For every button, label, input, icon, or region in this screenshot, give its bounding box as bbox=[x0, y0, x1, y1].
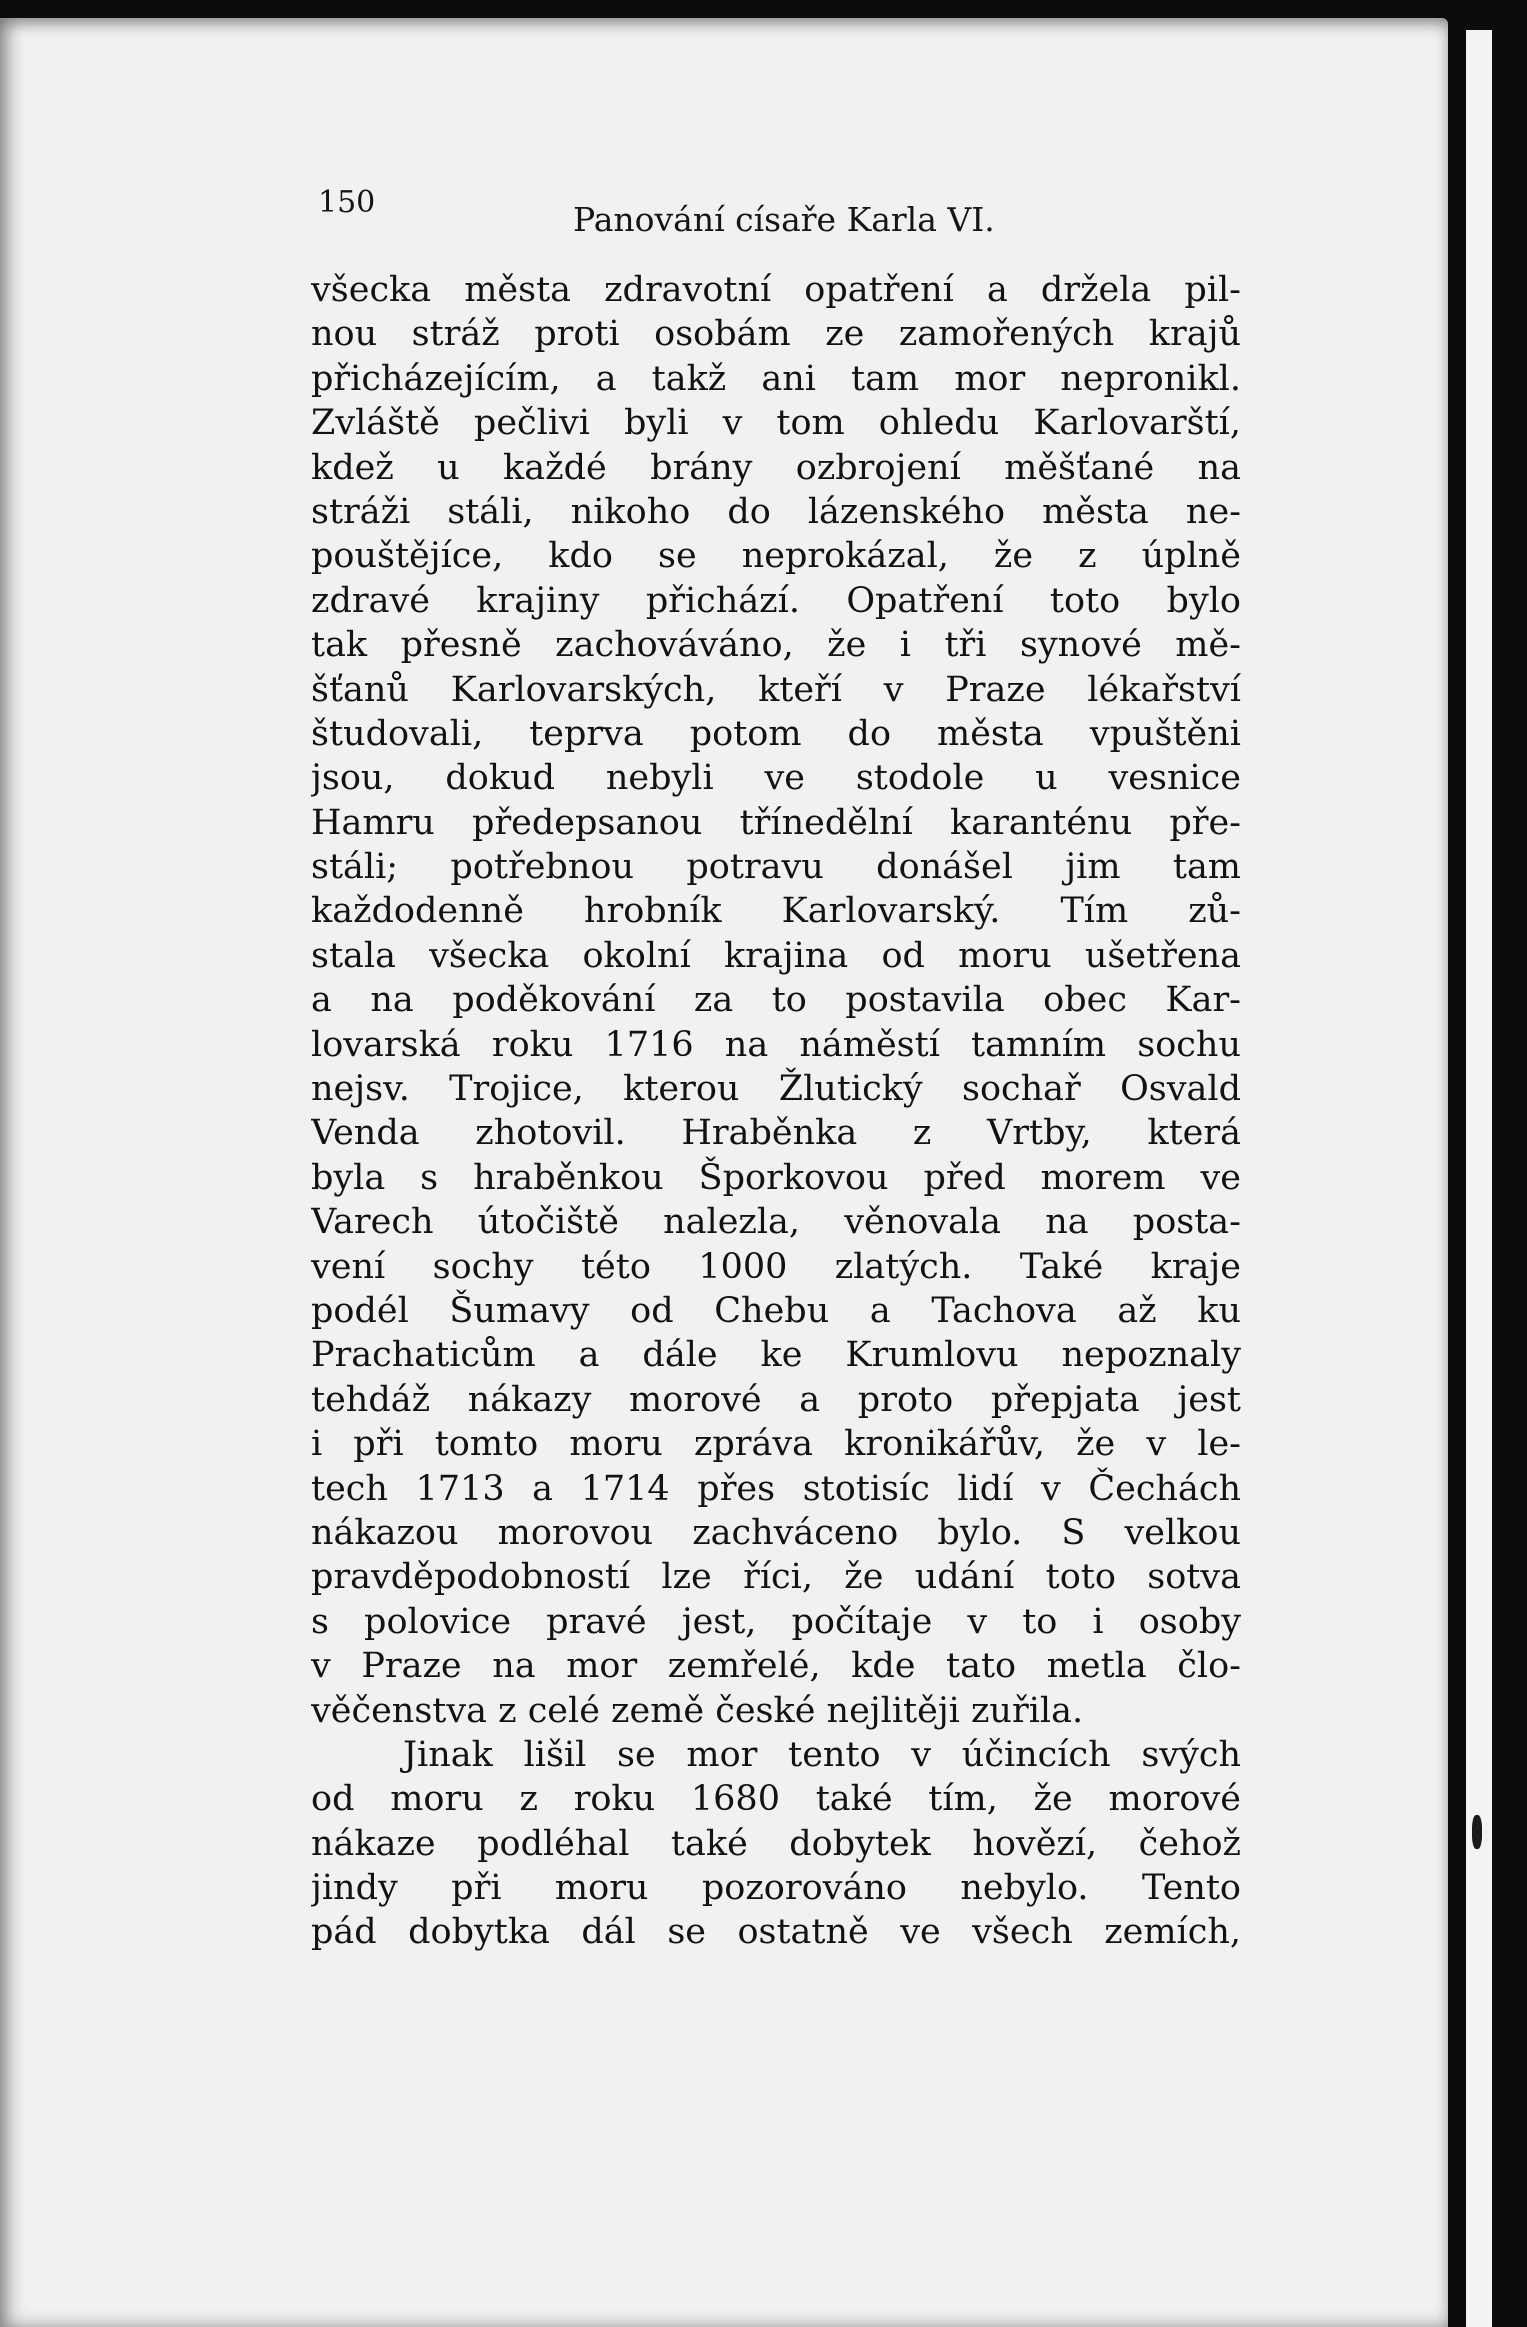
text-line: pouštějíce, kdo se neprokázal, že z úplně bbox=[311, 536, 1241, 577]
edge-mark bbox=[1472, 1815, 1482, 1849]
text-line: Jinak lišil se mor tento v účincích svých bbox=[403, 1734, 1241, 1775]
text-line: stráži stáli, nikoho do lázenského města ne- bbox=[311, 491, 1241, 532]
page-header bbox=[318, 185, 1248, 245]
text-line: nákazou morovou zachváceno bylo. S velkou bbox=[311, 1512, 1241, 1553]
text-line: pád dobytka dál se ostatně ve všech zemích, bbox=[311, 1912, 1241, 1953]
text-line: pravděpodobností lze říci, že udání toto sotva bbox=[311, 1557, 1241, 1598]
text-line: stáli; potřebnou potravu donášel jim tam bbox=[311, 847, 1241, 888]
text-line: i při tomto moru zpráva kronikářův, že v le- bbox=[311, 1424, 1241, 1465]
text-line: tak přesně zachováváno, že i tři synové mě- bbox=[311, 625, 1241, 666]
text-line: Hamru předepsanou třínedělní karanténu pře- bbox=[311, 802, 1241, 843]
text-line: od moru z roku 1680 také tím, že morové bbox=[311, 1779, 1241, 1820]
text-line: s polovice pravé jest, počítaje v to i osoby bbox=[311, 1601, 1241, 1642]
text-line: tech 1713 a 1714 přes stotisíc lidí v Čechách bbox=[311, 1468, 1241, 1509]
text-line: jsou, dokud nebyli ve stodole u vesnice bbox=[311, 758, 1241, 799]
body-text bbox=[311, 268, 1241, 1955]
text-line: kdež u každé brány ozbrojení měšťané na bbox=[311, 447, 1241, 488]
adjacent-page-edge bbox=[1466, 30, 1492, 2327]
text-line: Prachaticům a dále ke Krumlovu nepoznaly bbox=[311, 1335, 1241, 1376]
text-line: Zvláště pečlivi byli v tom ohledu Karlovarští, bbox=[311, 403, 1241, 444]
text-line: byla s hraběnkou Šporkovou před morem ve bbox=[311, 1157, 1241, 1198]
text-line: věčenstva z celé země české nejlitěji zuřila. bbox=[311, 1690, 1084, 1731]
text-line: jindy při moru pozorováno nebylo. Tento bbox=[311, 1868, 1241, 1909]
text-line: v Praze na mor zemřelé, kde tato metla člo- bbox=[311, 1646, 1241, 1687]
text-line: nou stráž proti osobám ze zamořených krajů bbox=[311, 314, 1241, 355]
page-number: 150 bbox=[318, 185, 376, 220]
running-title: Panování císaře Karla VI. bbox=[573, 200, 995, 239]
text-line: všecka města zdravotní opatření a držela pil- bbox=[311, 270, 1241, 310]
text-line: lovarská roku 1716 na náměstí tamním sochu bbox=[311, 1024, 1241, 1065]
text-line: přicházejícím, a takž ani tam mor nepronikl. bbox=[311, 358, 1241, 399]
text-line: podél Šumavy od Chebu a Tachova až ku bbox=[311, 1290, 1241, 1331]
text-line: tehdáž nákazy morové a proto přepjata jest bbox=[311, 1379, 1241, 1420]
text-line: nejsv. Trojice, kterou Žlutický sochař Osvald bbox=[311, 1069, 1241, 1110]
text-line: vení sochy této 1000 zlatých. Také kraje bbox=[311, 1246, 1241, 1287]
text-line: stala všecka okolní krajina od moru ušetřena bbox=[311, 935, 1241, 976]
text-line: študovali, teprva potom do města vpuštěni bbox=[311, 713, 1241, 754]
text-line: Varech útočiště nalezla, věnovala na posta- bbox=[311, 1202, 1241, 1243]
text-line: a na poděkování za to postavila obec Kar- bbox=[311, 980, 1241, 1021]
text-line: každodenně hrobník Karlovarský. Tím zů- bbox=[311, 891, 1241, 932]
text-line: zdravé krajiny přichází. Opatření toto bylo bbox=[311, 580, 1241, 621]
text-line: Venda zhotovil. Hraběnka z Vrtby, která bbox=[311, 1113, 1241, 1154]
text-line: šťanů Karlovarských, kteří v Praze lékařství bbox=[311, 669, 1241, 710]
text-line: nákaze podléhal také dobytek hovězí, čehož bbox=[311, 1823, 1241, 1864]
